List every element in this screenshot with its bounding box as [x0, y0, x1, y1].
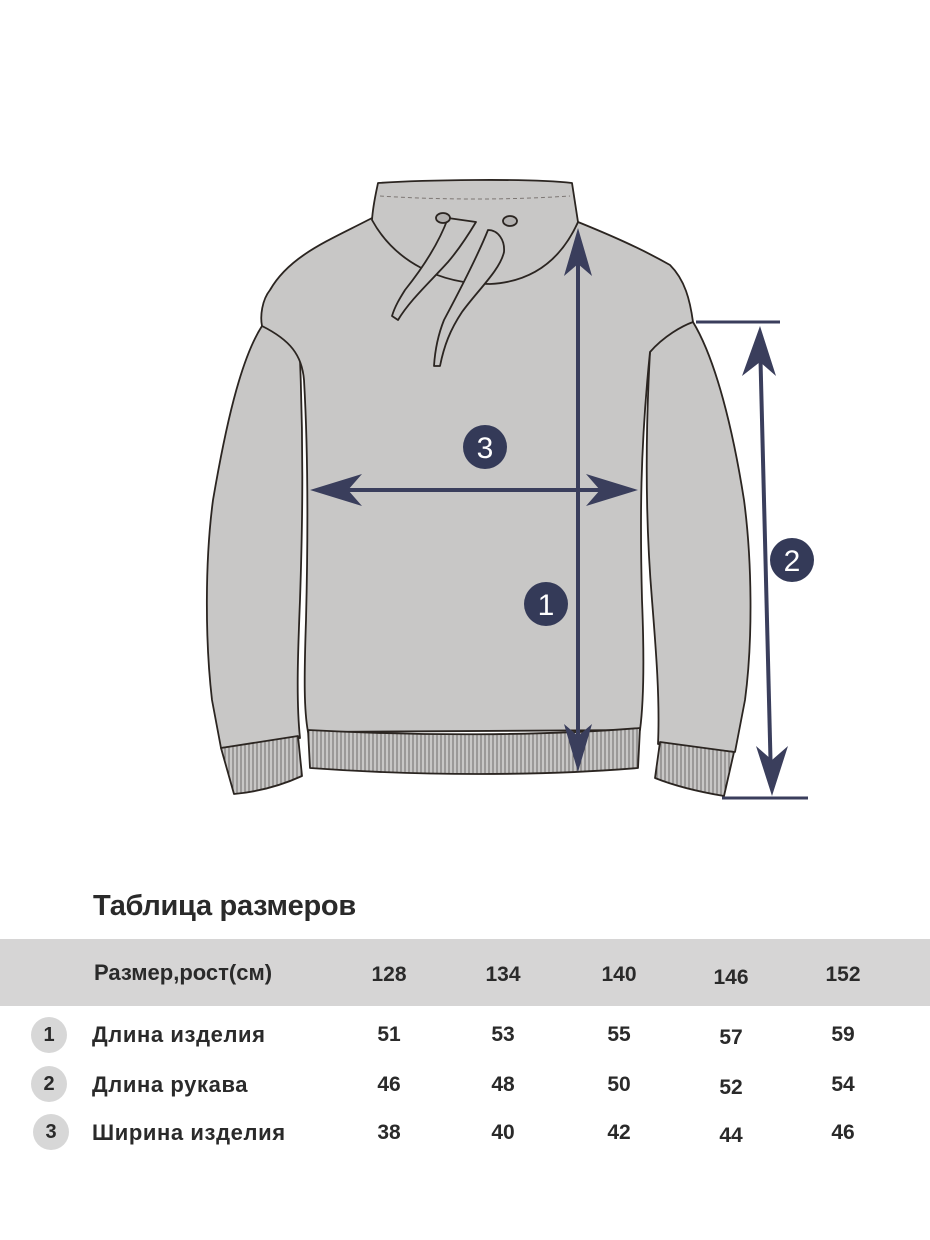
marker-badge-1	[524, 582, 568, 626]
table-cell: 44	[719, 1124, 743, 1147]
row-label-width: Ширина изделия	[92, 1120, 286, 1145]
table-cell: 40	[491, 1121, 515, 1144]
left-sleeve	[207, 326, 302, 748]
table-cell: 53	[491, 1023, 515, 1046]
table-cell: 55	[607, 1023, 631, 1046]
table-cell: 46	[831, 1121, 855, 1144]
marker-badge-2	[770, 538, 814, 582]
table-cell: 57	[719, 1026, 743, 1049]
size-table-title: Таблица размеров	[93, 890, 356, 922]
table-cell: 48	[491, 1073, 515, 1096]
size-height-header: Размер,рост(см)	[94, 960, 273, 985]
row-label-sleeve: Длина рукава	[92, 1072, 249, 1097]
right-sleeve	[647, 322, 751, 752]
size-header-152: 152	[825, 963, 861, 986]
marker-label-2: 2	[783, 545, 801, 578]
row-number-3: 3	[33, 1114, 69, 1150]
table-cell: 59	[831, 1023, 855, 1046]
row-label-length: Длина изделия	[92, 1022, 266, 1047]
size-header-146: 146	[713, 966, 749, 989]
table-cell: 42	[607, 1121, 631, 1144]
marker-label-1: 1	[537, 589, 555, 622]
hoodie-illustration	[207, 180, 751, 796]
table-cell: 38	[377, 1121, 401, 1144]
row-number-1: 1	[31, 1017, 67, 1053]
table-cell: 50	[607, 1073, 631, 1096]
hoodie-body	[261, 218, 693, 732]
table-cell: 54	[831, 1073, 855, 1096]
waistband	[308, 728, 640, 774]
size-header-134: 134	[485, 963, 521, 986]
size-header-140: 140	[601, 963, 637, 986]
right-cuff	[655, 742, 734, 796]
table-cell: 52	[719, 1076, 743, 1099]
table-cell: 46	[377, 1073, 401, 1096]
table-cell: 51	[377, 1023, 401, 1046]
size-header-128: 128	[371, 963, 407, 986]
marker-label-3: 3	[476, 432, 494, 465]
marker-badge-3	[463, 425, 507, 469]
row-number-2: 2	[31, 1066, 67, 1102]
